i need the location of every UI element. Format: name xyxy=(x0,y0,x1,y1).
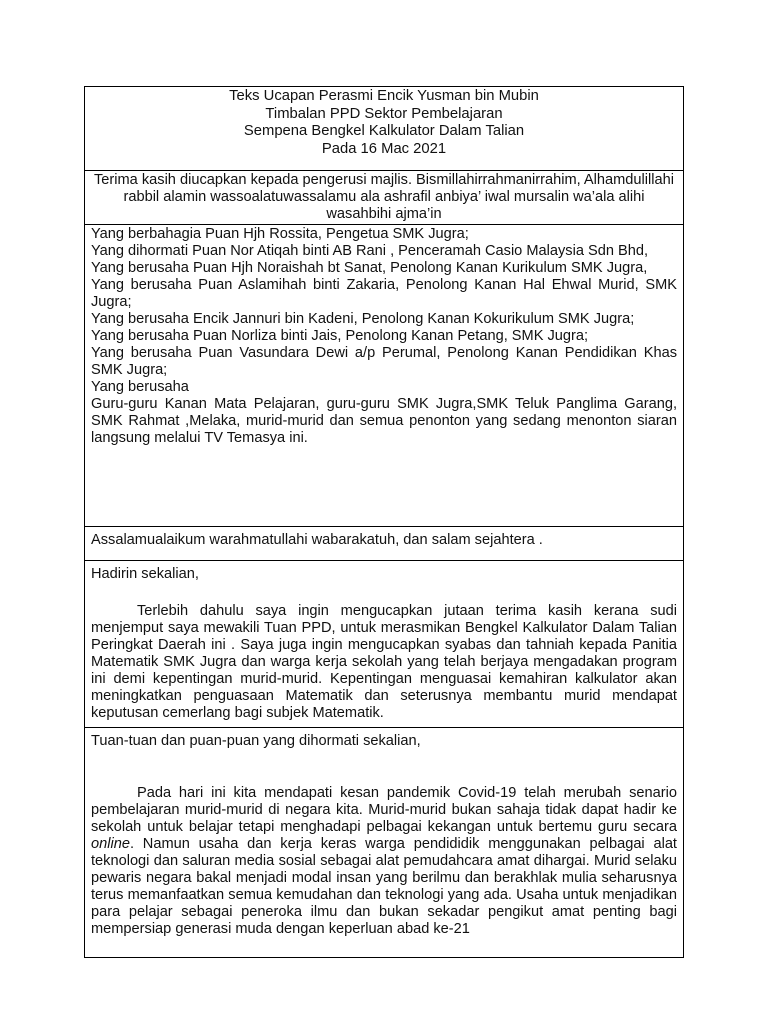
section-heading: Tuan-tuan dan puan-puan yang dihormati sekalian, xyxy=(91,733,421,749)
salam-text: Assalamualaikum warahmatullahi wabarakatuh, dan salam sejahtera . xyxy=(91,532,543,548)
speech-document-table xyxy=(84,86,684,958)
title-line-4: Pada 16 Mac 2021 xyxy=(321,140,447,157)
title-line-2: Timbalan PPD Sektor Pembelajaran xyxy=(265,105,503,122)
opening-block xyxy=(85,171,683,225)
greeting-line: Yang berusaha xyxy=(91,379,189,395)
greeting-line: Yang berusaha Puan Vasundara Dewi a/p Perumal, Penolong Kanan Pendidikan Khas SMK Jugra; xyxy=(91,345,677,378)
title-line-3: Sempena Bengkel Kalkulator Dalam Talian xyxy=(243,123,525,139)
greetings-block xyxy=(85,225,683,527)
section-paragraph xyxy=(91,785,677,938)
greeting-line: Guru-guru Kanan Mata Pelajaran, guru-guru SMK Jugra,SMK Teluk Panglima Garang, SMK Rahmat ,Melaka, murid-murid dan semua penonton yang sedang menonton siaran langsung melalui TV Temasya ini. xyxy=(91,396,677,446)
section-paragraph: Terlebih dahulu saya ingin mengucapkan jutaan terima kasih kerana sudi menjemput saya mewakili Tuan PPD, untuk merasmikan Bengkel Kalkulator Dalam Talian Peringkat Daerah ini . Saya juga ingin mengucapkan syabas dan tahniah kepada Panitia Matematik SMK Jugra dan warga kerja sekolah yang telah berjaya mengadakan program ini demi kepentingan murid-murid. Kepentingan menguasai kemahiran kalkulator akan meningkatkan penguasaan Matematik dan seterusnya membantu murid mendapat keputusan cemerlang bagi subjek Matematik. xyxy=(91,603,677,721)
title-line-1: Teks Ucapan Perasmi Encik Yusman bin Mubin xyxy=(229,88,539,104)
greeting-line: Yang dihormati Puan Nor Atiqah binti AB Rani , Penceramah Casio Malaysia Sdn Bhd, xyxy=(91,243,649,259)
salam-block xyxy=(85,527,683,561)
greeting-line: Yang berbahagia Puan Hjh Rossita, Pengetua SMK Jugra; xyxy=(91,226,469,242)
section-hadirin xyxy=(85,561,683,728)
greeting-line: Yang berusaha Encik Jannuri bin Kadeni, Penolong Kanan Kokurikulum SMK Jugra; xyxy=(91,311,635,327)
section-tuan-puan xyxy=(85,728,683,957)
section-heading: Hadirin sekalian, xyxy=(91,566,199,582)
italic-word: online xyxy=(91,836,130,852)
greeting-line: Yang berusaha Puan Norliza binti Jais, Penolong Kanan Petang, SMK Jugra; xyxy=(91,328,589,344)
paragraph-text: . Namun usaha dan kerja keras warga pendididik menggunakan pelbagai alat teknologi dan saluran media sosial sebagai alat pemudahcara amat dihargai. Murid selaku pewaris negara bakal menjadi modal insan yang berilmu dan berakhlak mulia seharusnya terus memanfaatkan semua kemudahan dan teknologi yang ada. Usaha untuk menjadikan para pelajar sebagai peneroka ilmu dan bukan sekadar pengikut amat penting bagi mempersiap generasi muda dengan keperluan abad ke-21 xyxy=(91,836,677,937)
greeting-line: Yang berusaha Puan Hjh Noraishah bt Sanat, Penolong Kanan Kurikulum SMK Jugra, xyxy=(91,260,648,276)
greeting-line: Yang berusaha Puan Aslamihah binti Zakaria, Penolong Kanan Hal Ehwal Murid, SMK Jugra; xyxy=(91,277,677,310)
title-block xyxy=(85,87,683,171)
paragraph-text: Pada hari ini kita mendapati kesan pandemik Covid-19 telah merubah senario pembelajaran murid-murid di negara kita. Murid-murid bukan sahaja tidak dapat hadir ke sekolah untuk belajar tetapi menghadapi pelbagai kekangan untuk bertemu guru secara xyxy=(91,785,677,835)
opening-text: Terima kasih diucapkan kepada pengerusi majlis. Bismillahirrahmanirrahim, Alhamdulillahi rabbil alamin wassoalatuwassalamu ala ashrafil anbiya’ iwal mursalin wa’ala alihi wasahbihi ajma’in xyxy=(94,172,674,222)
